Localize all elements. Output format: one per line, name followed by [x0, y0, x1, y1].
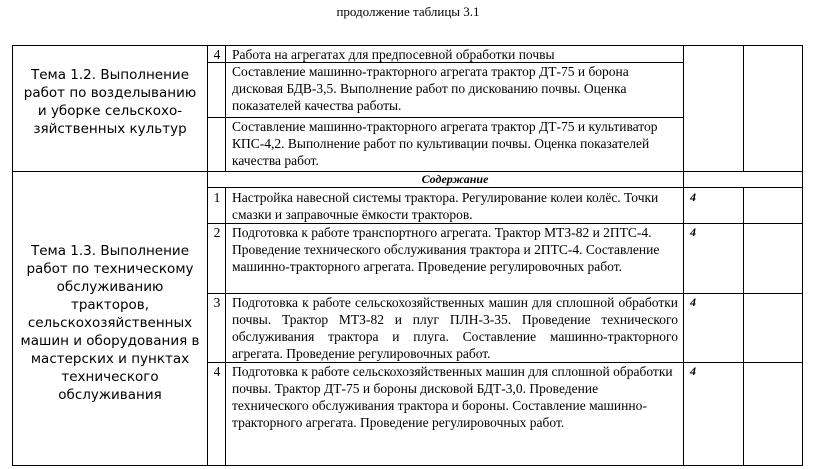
row-number: 4: [213, 364, 221, 379]
row-hours: 4: [690, 295, 696, 309]
row-text: Составление машинно-тракторного агрегата трактор ДТ-75 и культиватор КПС-4,2. Выполнение работ по культивации почвы. Оценка показателей качества работ.: [232, 119, 658, 168]
content-subheading: Содержание: [421, 172, 489, 186]
row-hours: 4: [690, 225, 696, 239]
table-caption: продолжение таблицы 3.1: [336, 4, 480, 19]
row-text: Работа на агрегатах для предпосевной обработки почвы: [232, 47, 555, 62]
row-number: 1: [213, 190, 221, 205]
row-number: 4: [213, 47, 221, 62]
row-text: Подготовка к работе транспортного агрегата. Трактор МТЗ-82 и 2ПТС-4. Проведение технического обслуживания трактора и 2ПТС-4. Составление машинно-тракторного агрегата. Проведение регулировочных работ.: [232, 225, 660, 274]
row-text: Составление машинно-тракторного агрегата трактор ДТ-75 и борона дисковая БДВ-3,5. Выполнение работ по дискованию почвы. Оценка показателей качества работы.: [232, 64, 629, 113]
row-hours: 4: [690, 364, 696, 378]
row-hours: 4: [690, 190, 696, 204]
topic-1-3: Тема 1.3. Выполнение работ по техническому обслуживанию тракторов, сельскохозяйственных машин и оборудования в мастерских и пунктах технического обслуживания: [20, 243, 200, 403]
row-number: 2: [213, 225, 221, 240]
row-text: Подготовка к работе сельскохозяйственных машин для сплошной обработки почвы. Трактор МТЗ-82 и плуг ПЛН-3-35. Проведение технического обслуживания трактора и плуга. Составление машинно-тракторного агрегата. Проведение регулировочных работ.: [232, 295, 678, 361]
row-number: 3: [213, 295, 221, 310]
row-text: Подготовка к работе сельскохозяйственных машин для сплошной обработки почвы. Трактор ДТ-75 и бороны дисковой БДТ-3,0. Проведение технического обслуживания трактора и бороны. Составление машинно-тракторного агрегата. Проведение регулировочных работ.: [232, 364, 673, 430]
row-text: Настройка навесной системы трактора. Регулирование колеи колёс. Точки смазки и заправочные ёмкости тракторов.: [232, 190, 659, 222]
topic-1-2: Тема 1.2. Выполнение работ по возделыванию и уборке сельскохо-зяйственных культур: [23, 67, 197, 137]
